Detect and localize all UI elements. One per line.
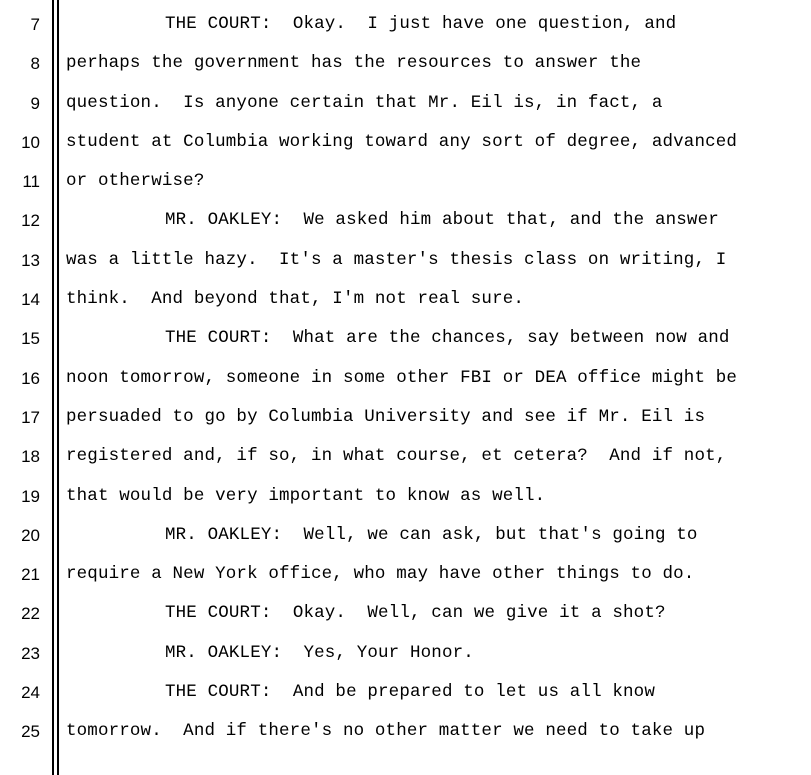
- line-number: 9: [30, 93, 40, 113]
- line-number: 13: [21, 250, 40, 270]
- line-number: 22: [21, 604, 40, 624]
- transcript-line: [0, 437, 811, 476]
- line-text: or otherwise?: [66, 171, 205, 192]
- line-text: MR. OAKLEY: Well, we can ask, but that's going to: [165, 524, 698, 545]
- line-number: 18: [21, 447, 40, 467]
- line-text: MR. OAKLEY: Yes, Your Honor.: [165, 642, 474, 663]
- line-number: 15: [21, 329, 40, 349]
- line-text: perhaps the government has the resources to answer the: [66, 53, 642, 74]
- line-number: 20: [21, 525, 40, 545]
- line-text: that would be very important to know as well.: [66, 485, 546, 506]
- line-text: student at Columbia working toward any sort of degree, advanced: [66, 131, 738, 152]
- transcript-line: [0, 398, 811, 437]
- line-text: THE COURT: Okay. I just have one question, and: [165, 14, 677, 34]
- transcript-line: [0, 477, 811, 516]
- line-number: 8: [30, 54, 40, 74]
- line-text: THE COURT: What are the chances, say between now and: [165, 328, 730, 349]
- transcript-line: [0, 123, 811, 162]
- transcript-line: [0, 280, 811, 319]
- transcript-line: [0, 516, 811, 555]
- transcript-line: [0, 5, 811, 44]
- line-number: 25: [21, 722, 40, 742]
- line-number: 17: [21, 407, 40, 427]
- line-number: 24: [21, 683, 40, 703]
- transcript-line: [0, 634, 811, 673]
- line-text: THE COURT: Okay. Well, can we give it a shot?: [165, 603, 666, 624]
- transcript-line: [0, 359, 811, 398]
- line-number: 11: [22, 172, 40, 192]
- line-number: 14: [21, 290, 40, 310]
- line-text: think. And beyond that, I'm not real sure.: [66, 289, 525, 310]
- transcript-line: [0, 44, 811, 83]
- line-number: 23: [21, 643, 40, 663]
- transcript-line: [0, 201, 811, 240]
- transcript-line: [0, 712, 811, 751]
- line-text: tomorrow. And if there's no other matter we need to take up: [66, 721, 706, 742]
- transcript-line: [0, 241, 811, 280]
- line-text: registered and, if so, in what course, et cetera? And if not,: [66, 446, 727, 467]
- line-text: MR. OAKLEY: We asked him about that, and the answer: [165, 210, 719, 231]
- line-number: 10: [21, 132, 40, 152]
- line-text: was a little hazy. It's a master's thesis class on writing, I: [66, 249, 727, 270]
- line-number: 12: [21, 211, 40, 231]
- line-text: THE COURT: And be prepared to let us all know: [165, 682, 655, 703]
- line-number: 19: [21, 486, 40, 506]
- transcript-line: [0, 162, 811, 201]
- transcript-line: [0, 319, 811, 358]
- transcript-lines: [0, 5, 811, 752]
- line-text: question. Is anyone certain that Mr. Eil is, in fact, a: [66, 92, 663, 113]
- line-text: require a New York office, who may have other things to do.: [66, 564, 695, 585]
- line-text: persuaded to go by Columbia University and see if Mr. Eil is: [66, 406, 706, 427]
- transcript-line: [0, 555, 811, 594]
- transcript-line: [0, 594, 811, 633]
- line-number: 21: [21, 565, 40, 585]
- line-text: noon tomorrow, someone in some other FBI or DEA office might be: [66, 367, 738, 388]
- line-number: 16: [21, 368, 40, 388]
- transcript-line: [0, 84, 811, 123]
- line-number: 7: [30, 15, 40, 34]
- transcript-line: [0, 673, 811, 712]
